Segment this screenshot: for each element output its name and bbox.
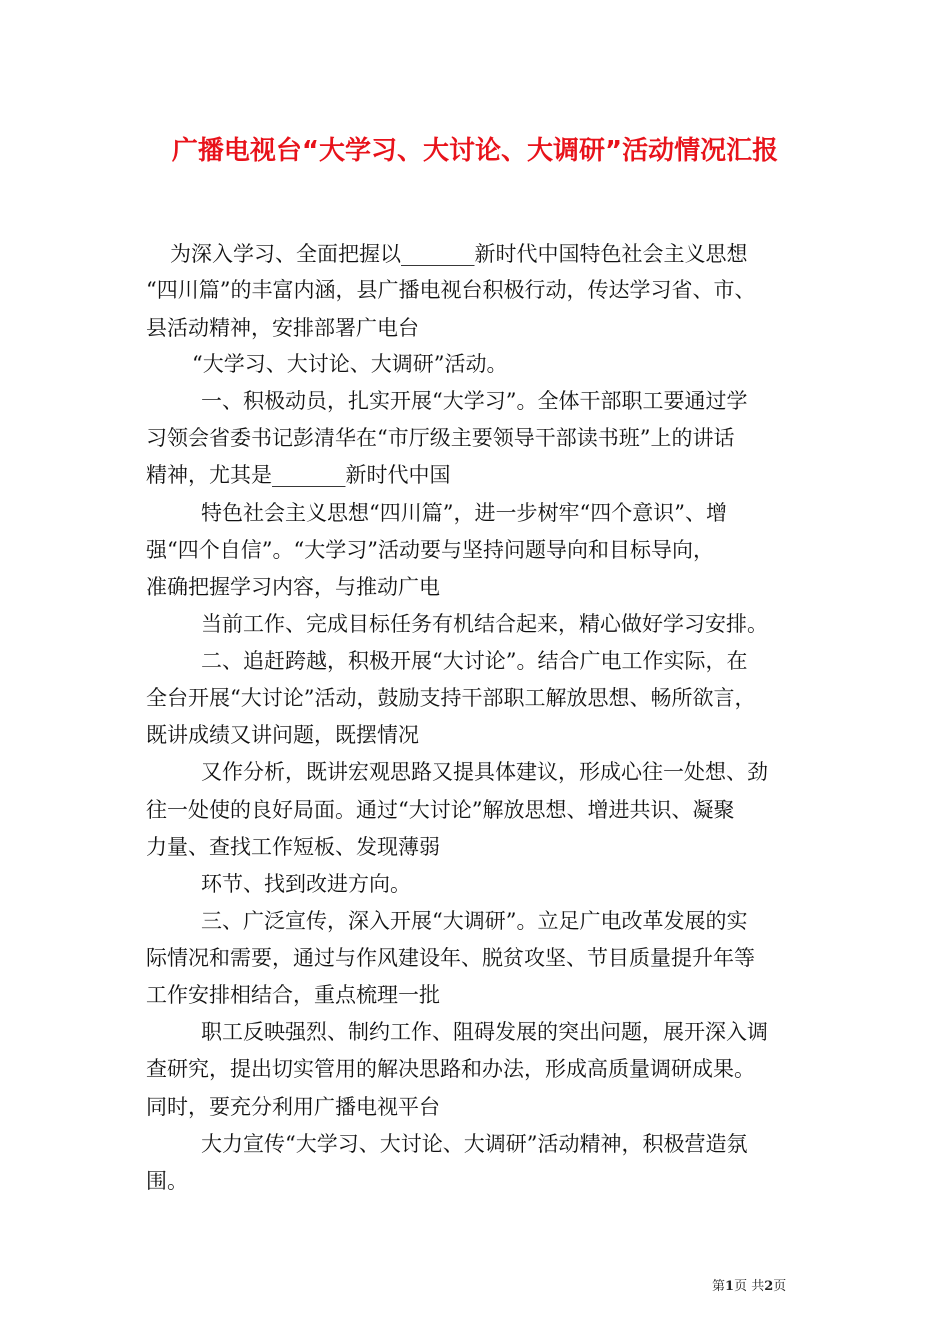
body-line: 际情况和需要，通过与作风建设年、脱贫攻坚、节目质量提升年等 — [146, 946, 755, 970]
body-line: 强“四个自信”。“大学习”活动要与坚持问题导向和目标导向， — [146, 538, 714, 562]
footer-middle: 页 共 — [734, 1279, 765, 1294]
body-line: 围。 — [146, 1169, 188, 1193]
body-line: 特色社会主义思想“四川篇”，进一步树牢“四个意识”、增 — [201, 501, 727, 525]
body-line: “大学习、大讨论、大调研”活动。 — [192, 352, 508, 376]
body-line: 大力宣传“大学习、大讨论、大调研”活动精神，积极营造氛 — [201, 1132, 748, 1156]
body-line: 三、广泛宣传，深入开展“大调研”。立足广电改革发展的实 — [201, 909, 748, 933]
body-line: 全台开展“大讨论”活动，鼓励支持干部职工解放思想、畅所欲言， — [146, 686, 756, 710]
body-line: 精神，尤其是_______新时代中国 — [146, 463, 451, 487]
document-title: 广播电视台“大学习、大讨论、大调研”活动情况汇报 — [171, 136, 779, 166]
body-line: 环节、找到改进方向。 — [201, 872, 411, 896]
body-line: 力量、查找工作短板、发现薄弱 — [146, 835, 440, 859]
body-line: 习领会省委书记彭清华在“市厅级主要领导干部读书班”上的讲话 — [146, 426, 735, 450]
body-line: 既讲成绩又讲问题，既摆情况 — [146, 723, 419, 747]
footer-prefix: 第 — [712, 1279, 726, 1294]
body-line: 职工反映强烈、制约工作、阻碍发展的突出问题，展开深入调 — [201, 1020, 768, 1044]
total-pages-number: 2 — [764, 1279, 774, 1294]
body-line: 又作分析，既讲宏观思路又提具体建议，形成心往一处想、劲 — [201, 760, 768, 784]
body-line: 准确把握学习内容，与推动广电 — [146, 575, 440, 599]
body-line: 二、追赶跨越，积极开展“大讨论”。结合广电工作实际，在 — [201, 649, 748, 673]
body-line: 查研究，提出切实管用的解决思路和办法，形成高质量调研成果。 — [146, 1057, 755, 1081]
body-line: 一、积极动员，扎实开展“大学习”。全体干部职工要通过学 — [201, 389, 748, 413]
footer-suffix: 页 — [773, 1279, 787, 1294]
body-line: 工作安排相结合，重点梳理一批 — [146, 983, 440, 1007]
body-line: 当前工作、完成目标任务有机结合起来，精心做好学习安排。 — [201, 612, 768, 636]
body-line: 往一处使的良好局面。通过“大讨论”解放思想、增进共识、凝聚 — [146, 798, 735, 822]
body-line: 县活动精神，安排部署广电台 — [146, 316, 419, 340]
current-page-number: 1 — [725, 1279, 735, 1294]
body-line: 为深入学习、全面把握以_______新时代中国特色社会主义思想 — [170, 242, 748, 266]
body-line: 同时，要充分利用广播电视平台 — [146, 1095, 440, 1119]
page-number-footer — [712, 1278, 786, 1296]
body-line: “四川篇”的丰富内涵，县广播电视台积极行动，传达学习省、市、 — [146, 278, 756, 302]
